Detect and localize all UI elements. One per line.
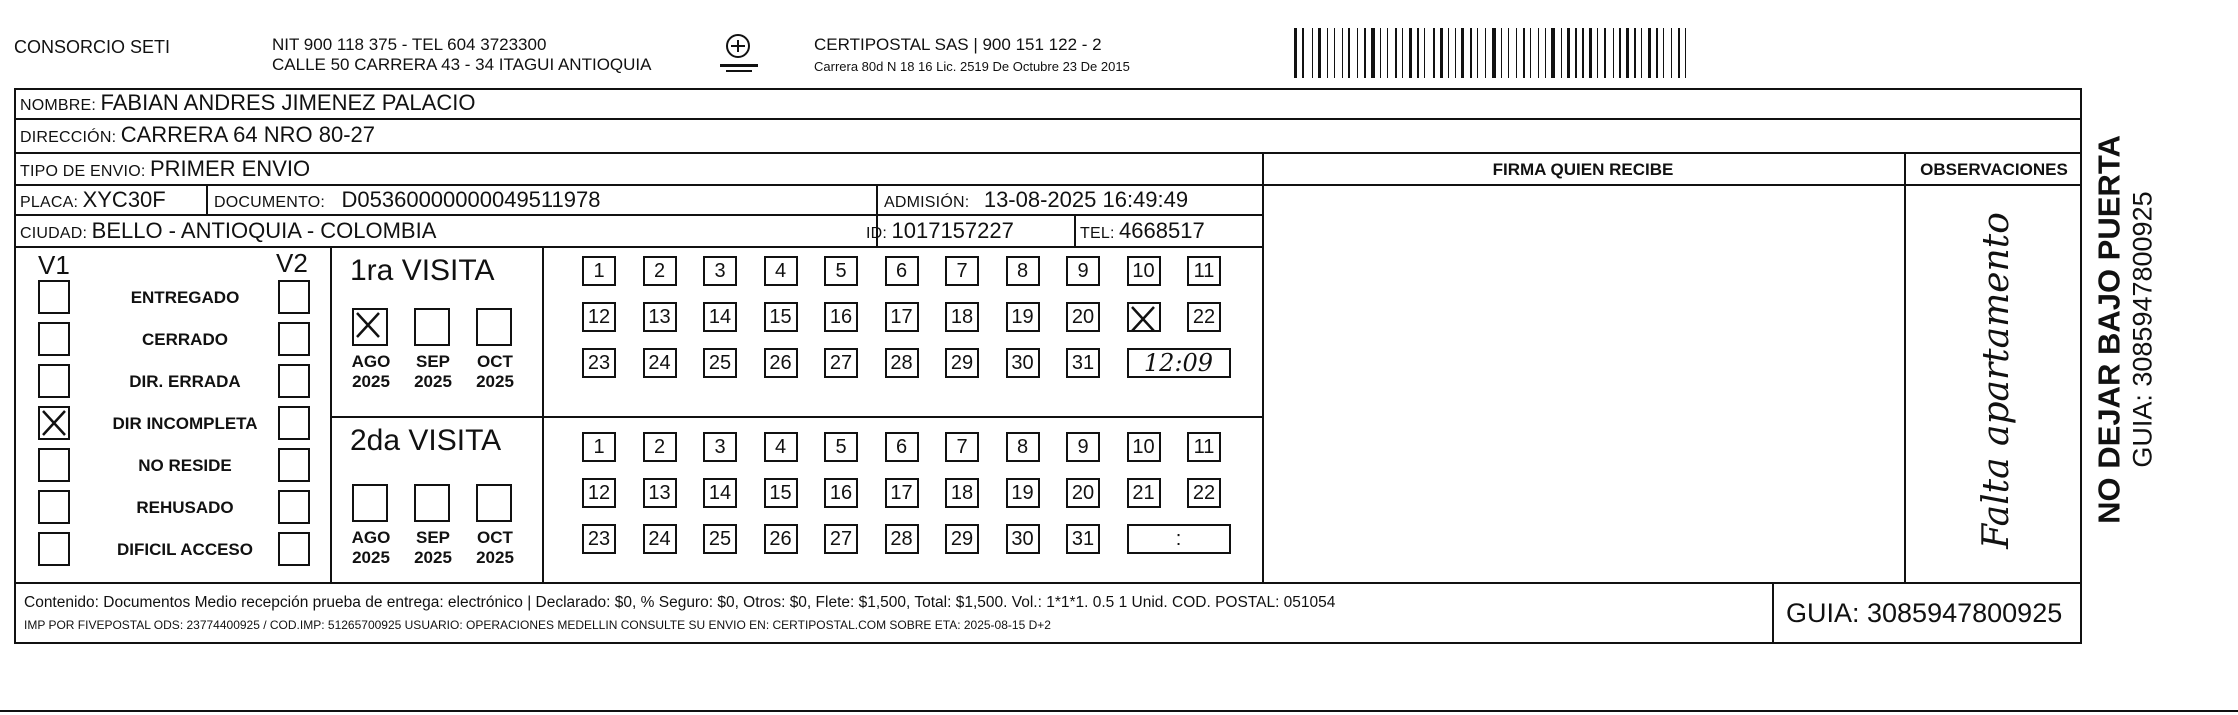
day-box: 22 bbox=[1187, 478, 1221, 508]
day-box: 3 bbox=[703, 256, 737, 286]
tipo-envio-label: TIPO DE ENVIO: bbox=[20, 163, 146, 180]
day-box: 9 bbox=[1066, 432, 1100, 462]
barcode-bar bbox=[1501, 28, 1502, 78]
day-box: 2 bbox=[643, 256, 677, 286]
month-year: 2025 bbox=[352, 548, 390, 567]
status-label: CERRADO bbox=[142, 330, 228, 349]
barcode-bar bbox=[1395, 28, 1397, 78]
day-box: 17 bbox=[885, 478, 919, 508]
observaciones-header: OBSERVACIONES bbox=[1920, 160, 2068, 179]
month-name: AGO bbox=[351, 352, 391, 371]
day-box: 30 bbox=[1006, 348, 1040, 378]
barcode-bar bbox=[1613, 28, 1614, 78]
day-box: 1 bbox=[582, 432, 616, 462]
tel-row bbox=[1080, 218, 1205, 244]
barcode-bar bbox=[1352, 28, 1355, 78]
day-box: 27 bbox=[824, 524, 858, 554]
day-box: 25 bbox=[703, 348, 737, 378]
barcode-bar bbox=[1461, 28, 1464, 78]
day-box bbox=[1127, 302, 1161, 332]
month-year: 2025 bbox=[414, 548, 452, 567]
month-label bbox=[346, 528, 396, 568]
day-box: 4 bbox=[764, 432, 798, 462]
v1-header: V1 bbox=[38, 250, 70, 280]
nombre-value: FABIAN ANDRES JIMENEZ PALACIO bbox=[100, 90, 476, 115]
day-box: 23 bbox=[582, 348, 616, 378]
barcode-bar bbox=[1678, 28, 1680, 78]
month-year: 2025 bbox=[414, 372, 452, 391]
month-label bbox=[470, 352, 520, 392]
v1-checkbox bbox=[38, 448, 70, 482]
company-name: CONSORCIO SETI bbox=[14, 37, 171, 57]
day-box: 13 bbox=[643, 478, 677, 508]
day-box: 20 bbox=[1066, 478, 1100, 508]
id-value: 1017157227 bbox=[891, 218, 1014, 243]
barcode-bar bbox=[1663, 28, 1664, 78]
day-box: 12 bbox=[582, 478, 616, 508]
day-box: 19 bbox=[1006, 478, 1040, 508]
barcode-bar bbox=[1334, 28, 1335, 78]
day-box: 16 bbox=[824, 478, 858, 508]
status-label: DIFICIL ACCESO bbox=[116, 540, 253, 559]
day-box: 6 bbox=[885, 256, 919, 286]
month-checkbox bbox=[476, 484, 512, 522]
v2-checkbox bbox=[278, 532, 310, 566]
day-box: 29 bbox=[945, 348, 979, 378]
barcode-bar bbox=[1548, 28, 1549, 78]
day-box: 10 bbox=[1127, 432, 1161, 462]
barcode-bar bbox=[1523, 28, 1525, 78]
barcode bbox=[1294, 28, 1693, 78]
day-box: 17 bbox=[885, 302, 919, 332]
observaciones-note bbox=[1958, 200, 2018, 570]
barcode-bar bbox=[1564, 28, 1565, 78]
side-guia: GUIA: 3085947800925 bbox=[2127, 191, 2158, 468]
barcode-bar bbox=[1405, 28, 1407, 78]
barcode-bar bbox=[1364, 28, 1366, 78]
barcode-bar bbox=[1600, 28, 1602, 78]
no-dejar-bajo-puerta: NO DEJAR BAJO PUERTA bbox=[2091, 135, 2127, 524]
day-box: 29 bbox=[945, 524, 979, 554]
nombre-row bbox=[20, 90, 475, 116]
day-box: 9 bbox=[1066, 256, 1100, 286]
barcode-bar bbox=[1648, 28, 1651, 78]
barcode-bar bbox=[1557, 28, 1559, 78]
month-checkbox bbox=[414, 484, 450, 522]
barcode-bar bbox=[1337, 28, 1340, 78]
day-box: 27 bbox=[824, 348, 858, 378]
barcode-bar bbox=[1538, 28, 1539, 78]
barcode-bar bbox=[1377, 28, 1378, 78]
barcode-bar bbox=[1455, 28, 1456, 78]
day-box: 28 bbox=[885, 524, 919, 554]
barcode-bar bbox=[1671, 28, 1672, 78]
day-box: 18 bbox=[945, 302, 979, 332]
day-box: 2 bbox=[643, 432, 677, 462]
day-box: 4 bbox=[764, 256, 798, 286]
barcode-bar bbox=[1641, 28, 1642, 78]
barcode-bar bbox=[1474, 28, 1475, 78]
barcode-bar bbox=[1545, 28, 1546, 78]
admision-row bbox=[884, 187, 1188, 213]
month-name: OCT bbox=[477, 528, 513, 547]
day-box: 6 bbox=[885, 432, 919, 462]
day-box: 15 bbox=[764, 478, 798, 508]
v1-checkbox bbox=[38, 364, 70, 398]
ciudad-label: CIUDAD: bbox=[20, 225, 88, 242]
barcode-bar bbox=[1458, 28, 1459, 78]
barcode-bar bbox=[1597, 28, 1598, 78]
barcode-bar bbox=[1440, 28, 1443, 78]
barcode-bar bbox=[1323, 28, 1325, 78]
time-box: 12:09 bbox=[1127, 348, 1231, 378]
status-label: REHUSADO bbox=[136, 498, 234, 517]
barcode-bar bbox=[1348, 28, 1350, 78]
barcode-bar bbox=[1417, 28, 1419, 78]
barcode-bar bbox=[1644, 28, 1646, 78]
v2-checkbox bbox=[278, 364, 310, 398]
barcode-bar bbox=[1477, 28, 1478, 78]
placa-value: XYC30F bbox=[82, 187, 166, 212]
barcode-bar bbox=[1368, 28, 1369, 78]
barcode-bar bbox=[1688, 28, 1691, 78]
firma-header: FIRMA QUIEN RECIBE bbox=[1492, 160, 1674, 179]
barcode-bar bbox=[1485, 28, 1486, 78]
day-box: 23 bbox=[582, 524, 616, 554]
barcode-bar bbox=[1380, 28, 1381, 78]
month-label bbox=[470, 528, 520, 568]
day-box: 15 bbox=[764, 302, 798, 332]
barcode-bar bbox=[1634, 28, 1636, 78]
barcode-bar bbox=[1437, 28, 1438, 78]
day-box: 13 bbox=[643, 302, 677, 332]
day-box: 5 bbox=[824, 432, 858, 462]
barcode-bar bbox=[1656, 28, 1658, 78]
barcode-bar bbox=[1399, 28, 1400, 78]
barcode-bar bbox=[1330, 28, 1332, 78]
barcode-bar bbox=[1653, 28, 1654, 78]
barcode-bar bbox=[1626, 28, 1629, 78]
v2-checkbox bbox=[278, 490, 310, 524]
day-box: 19 bbox=[1006, 302, 1040, 332]
barcode-bar bbox=[1466, 28, 1468, 78]
status-label: ENTREGADO bbox=[130, 288, 240, 307]
month-year: 2025 bbox=[476, 372, 514, 391]
barcode-bar bbox=[1685, 28, 1686, 78]
barcode-bar bbox=[1533, 28, 1536, 78]
day-box: 31 bbox=[1066, 524, 1100, 554]
month-name: OCT bbox=[477, 352, 513, 371]
barcode-bar bbox=[1594, 28, 1595, 78]
barcode-bar bbox=[1631, 28, 1632, 78]
barcode-bar bbox=[1589, 28, 1592, 78]
day-box: 24 bbox=[643, 348, 677, 378]
barcode-bar bbox=[1492, 28, 1496, 78]
status-label: DIR INCOMPLETA bbox=[112, 414, 258, 433]
barcode-bar bbox=[1541, 28, 1543, 78]
day-box: 26 bbox=[764, 348, 798, 378]
month-label bbox=[346, 352, 396, 392]
tel-value: 4668517 bbox=[1119, 218, 1205, 243]
direccion-label: DIRECCIÓN: bbox=[20, 129, 117, 146]
v2-checkbox bbox=[278, 406, 310, 440]
admision-label: ADMISIÓN: bbox=[884, 194, 970, 211]
barcode-bar bbox=[1360, 28, 1362, 78]
barcode-bar bbox=[1402, 28, 1403, 78]
day-box: 25 bbox=[703, 524, 737, 554]
admision-value: 13-08-2025 16:49:49 bbox=[983, 187, 1189, 212]
barcode-bar bbox=[1421, 28, 1422, 78]
barcode-bar bbox=[1579, 28, 1580, 78]
v1-checkbox bbox=[38, 280, 70, 314]
day-box: 5 bbox=[824, 256, 858, 286]
documento-label: DOCUMENTO: bbox=[214, 194, 326, 211]
ciudad-row bbox=[20, 218, 436, 244]
tipo-envio-value: PRIMER ENVIO bbox=[149, 156, 311, 181]
day-box: 12 bbox=[582, 302, 616, 332]
day-box: 28 bbox=[885, 348, 919, 378]
v2-header: V2 bbox=[276, 248, 308, 278]
barcode-bar bbox=[1387, 28, 1388, 78]
day-box: 16 bbox=[824, 302, 858, 332]
placa-row bbox=[20, 187, 166, 213]
barcode-bar bbox=[1342, 28, 1343, 78]
barcode-bar bbox=[1504, 28, 1506, 78]
imp-line: IMP POR FIVEPOSTAL ODS: 23774400925 / COD.IMP: 51265700925 USUARIO: OPERACIONES MEDELLIN CONSULTE SU ENVIO EN: CERTIPOSTAL.COM SOBRE ETA: 2025-08-15 D+2 bbox=[24, 618, 1051, 632]
placa-label: PLACA: bbox=[20, 194, 79, 211]
month-checkbox bbox=[352, 308, 388, 346]
nit-line: NIT 900 118 375 - TEL 604 3723300 bbox=[272, 35, 547, 54]
barcode-bar bbox=[1390, 28, 1393, 78]
observaciones-handwriting: Falta apartamento bbox=[1975, 212, 2017, 549]
certipostal-logo-icon bbox=[716, 32, 762, 76]
barcode-bar bbox=[1327, 28, 1328, 78]
barcode-bar bbox=[1519, 28, 1521, 78]
barcode-bar bbox=[1498, 28, 1499, 78]
day-box: 11 bbox=[1187, 432, 1221, 462]
side-text bbox=[2086, 100, 2166, 580]
v2-checkbox bbox=[278, 448, 310, 482]
id-row bbox=[866, 218, 1014, 244]
barcode-bar bbox=[1567, 28, 1570, 78]
month-label bbox=[408, 352, 458, 392]
v2-checkbox bbox=[278, 322, 310, 356]
barcode-bar bbox=[1318, 28, 1321, 78]
id-label: ID: bbox=[866, 225, 888, 242]
month-label bbox=[408, 528, 458, 568]
nombre-label: NOMBRE: bbox=[20, 97, 97, 114]
barcode-bar bbox=[1424, 28, 1425, 78]
tel-label: TEL: bbox=[1080, 225, 1115, 242]
barcode-bar bbox=[1357, 28, 1358, 78]
barcode-bar bbox=[1383, 28, 1385, 78]
footer-guia: GUIA: 3085947800925 bbox=[1786, 598, 2063, 628]
barcode-bar bbox=[1572, 28, 1573, 78]
month-name: SEP bbox=[415, 352, 451, 371]
day-box: 20 bbox=[1066, 302, 1100, 332]
ciudad-value: BELLO - ANTIOQUIA - COLOMBIA bbox=[91, 218, 437, 243]
barcode-bar bbox=[1527, 28, 1528, 78]
visit1-title: 1ra VISITA bbox=[350, 254, 495, 287]
day-box: 30 bbox=[1006, 524, 1040, 554]
month-checkbox bbox=[352, 484, 388, 522]
barcode-bar bbox=[1508, 28, 1509, 78]
day-box: 14 bbox=[703, 478, 737, 508]
day-box: 26 bbox=[764, 524, 798, 554]
direccion-row bbox=[20, 122, 375, 148]
barcode-bar bbox=[1299, 28, 1300, 78]
month-name: SEP bbox=[415, 528, 451, 547]
barcode-bar bbox=[1530, 28, 1531, 78]
v1-checkbox bbox=[38, 532, 70, 566]
barcode-bar bbox=[1433, 28, 1435, 78]
barcode-bar bbox=[1682, 28, 1683, 78]
status-label: NO RESIDE bbox=[138, 456, 232, 475]
barcode-bar bbox=[1306, 28, 1310, 78]
day-box: 11 bbox=[1187, 256, 1221, 286]
direccion-value: CARRERA 64 NRO 80-27 bbox=[120, 122, 376, 147]
barcode-bar bbox=[1561, 28, 1562, 78]
barcode-bar bbox=[1470, 28, 1472, 78]
barcode-bar bbox=[1608, 28, 1611, 78]
v2-checkbox bbox=[278, 280, 310, 314]
barcode-bar bbox=[1660, 28, 1661, 78]
day-box: 31 bbox=[1066, 348, 1100, 378]
day-box: 3 bbox=[703, 432, 737, 462]
month-name: AGO bbox=[351, 528, 391, 547]
time-box: : bbox=[1127, 524, 1231, 554]
v1-checkbox bbox=[38, 322, 70, 356]
day-box: 21 bbox=[1127, 478, 1161, 508]
v1-checkbox bbox=[38, 406, 70, 440]
barcode-bar bbox=[1674, 28, 1676, 78]
day-box: 7 bbox=[945, 432, 979, 462]
barcode-bar bbox=[1445, 28, 1446, 78]
month-year: 2025 bbox=[352, 372, 390, 391]
day-box: 22 bbox=[1187, 302, 1221, 332]
day-box: 10 bbox=[1127, 256, 1161, 286]
barcode-bar bbox=[1511, 28, 1514, 78]
barcode-bar bbox=[1551, 28, 1555, 78]
barcode-bar bbox=[1315, 28, 1316, 78]
barcode-bar bbox=[1345, 28, 1346, 78]
barcode-bar bbox=[1480, 28, 1483, 78]
barcode-bar bbox=[1302, 28, 1304, 78]
barcode-bar bbox=[1451, 28, 1453, 78]
barcode-bar bbox=[1409, 28, 1412, 78]
barcode-bar bbox=[1488, 28, 1490, 78]
day-box: 18 bbox=[945, 478, 979, 508]
day-box: 8 bbox=[1006, 432, 1040, 462]
barcode-bar bbox=[1294, 28, 1297, 78]
month-year: 2025 bbox=[476, 548, 514, 567]
day-box: 7 bbox=[945, 256, 979, 286]
barcode-bar bbox=[1666, 28, 1669, 78]
visit2-title: 2da VISITA bbox=[350, 424, 502, 457]
barcode-bar bbox=[1575, 28, 1577, 78]
barcode-bar bbox=[1448, 28, 1449, 78]
carrier-line: CERTIPOSTAL SAS | 900 151 122 - 2 bbox=[814, 35, 1102, 54]
tipo-envio-row bbox=[20, 156, 310, 182]
day-box: 8 bbox=[1006, 256, 1040, 286]
day-box: 24 bbox=[643, 524, 677, 554]
status-label: DIR. ERRADA bbox=[129, 372, 241, 391]
documento-value: D05360000000049511978 bbox=[341, 187, 601, 212]
day-box: 1 bbox=[582, 256, 616, 286]
barcode-bar bbox=[1604, 28, 1606, 78]
barcode-bar bbox=[1516, 28, 1517, 78]
barcode-bar bbox=[1619, 28, 1621, 78]
documento-row bbox=[214, 187, 600, 213]
barcode-bar bbox=[1312, 28, 1313, 78]
v1-checkbox bbox=[38, 490, 70, 524]
address-line: CALLE 50 CARRERA 43 - 34 ITAGUI ANTIOQUIA bbox=[272, 55, 652, 74]
month-checkbox bbox=[476, 308, 512, 346]
barcode-bar bbox=[1414, 28, 1415, 78]
barcode-bar bbox=[1371, 28, 1375, 78]
barcode-bar bbox=[1616, 28, 1617, 78]
day-box: 14 bbox=[703, 302, 737, 332]
license-line: Carrera 80d N 18 16 Lic. 2519 De Octubre 23 De 2015 bbox=[814, 59, 1130, 74]
contenido-line: Contenido: Documentos Medio recepción prueba de entrega: electrónico | Declarado: $0, % Seguro: $0, Otros: $0, Flete: $1,500, Total: $1,500. Vol.: 1*1*1. 0.5 1 Unid. COD. POSTAL: 051054 bbox=[24, 594, 1336, 611]
barcode-bar bbox=[1638, 28, 1639, 78]
barcode-bar bbox=[1623, 28, 1624, 78]
barcode-bar bbox=[1427, 28, 1431, 78]
barcode-bar bbox=[1586, 28, 1587, 78]
month-checkbox bbox=[414, 308, 450, 346]
barcode-bar bbox=[1582, 28, 1584, 78]
